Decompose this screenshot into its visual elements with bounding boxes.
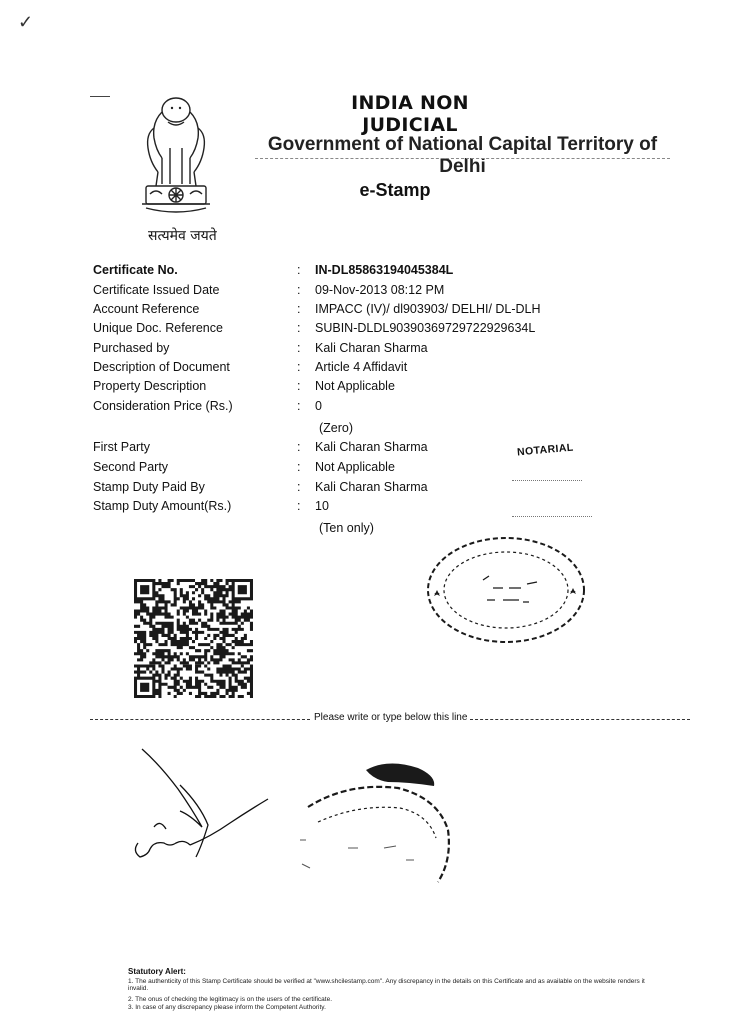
colon: :: [297, 460, 301, 474]
statutory-alert-title: Statutory Alert:: [128, 967, 186, 976]
colon: :: [297, 499, 301, 513]
qr-code: [134, 579, 253, 698]
value-second-party: Not Applicable: [315, 460, 395, 474]
value-property-description: Not Applicable: [315, 379, 395, 393]
write-below-line-text: Please write or type below this line: [314, 712, 468, 723]
value-issued-date: 09-Nov-2013 08:12 PM: [315, 283, 445, 297]
emblem-motto: सत्यमेव जयते: [148, 228, 217, 244]
label-purchased-by: Purchased by: [93, 341, 170, 355]
value-account-reference: IMPACC (IV)/ dl903903/ DELHI/ DL-DLH: [315, 302, 541, 316]
government-name: Government of National Capital Territory of Delhi: [267, 134, 658, 177]
document-type: e-Stamp: [359, 180, 431, 200]
colon: :: [297, 263, 301, 277]
statutory-alert-item: 1. The authenticity of this Stamp Certificate should be verified at "www.shcilestamp.com". Any discrepancy in the details on this Certificate and as available on the website renders it invalid.: [128, 978, 645, 992]
value-consideration-price: 0: [315, 399, 322, 413]
page-title: INDIA NON JUDICIAL: [351, 92, 469, 136]
consideration-in-words: (Zero): [319, 421, 354, 435]
notary-field-line: [512, 480, 582, 481]
divider: [255, 158, 670, 159]
national-emblem-icon: [132, 88, 220, 238]
colon: :: [297, 321, 301, 335]
value-first-party: Kali Charan Sharma: [315, 440, 428, 454]
label-stamp-duty-paid-by: Stamp Duty Paid By: [93, 480, 205, 494]
label-description-of-document: Description of Document: [93, 360, 230, 374]
label-first-party: First Party: [93, 440, 150, 454]
label-unique-doc-reference: Unique Doc. Reference: [93, 321, 223, 335]
colon: :: [297, 440, 301, 454]
amount-in-words: (Ten only): [319, 521, 374, 535]
label-stamp-duty-amount: Stamp Duty Amount(Rs.): [93, 499, 232, 513]
notarial-heading: NOTARIAL: [516, 441, 575, 459]
colon: :: [297, 399, 301, 413]
value-stamp-duty-paid-by: Kali Charan Sharma: [315, 480, 428, 494]
notary-field-line: [512, 516, 592, 517]
pen-mark: [90, 96, 110, 98]
colon: :: [297, 341, 301, 355]
label-consideration-price: Consideration Price (Rs.): [93, 399, 233, 413]
statutory-alert-item: 3. In case of any discrepancy please inform the Competent Authority.: [128, 1004, 326, 1011]
notary-seal-partial-icon: [288, 752, 463, 897]
colon: :: [297, 360, 301, 374]
label-second-party: Second Party: [93, 460, 169, 474]
label-certificate-no: Certificate No.: [93, 263, 178, 277]
value-certificate-no: IN-DL85863194045384L: [315, 263, 454, 277]
label-property-description: Property Description: [93, 379, 207, 393]
colon: :: [297, 302, 301, 316]
value-unique-doc-reference: SUBIN-DLDL90390369729722929634L: [315, 321, 536, 335]
label-issued-date: Certificate Issued Date: [93, 283, 220, 297]
signature: [130, 745, 280, 870]
colon: :: [297, 283, 301, 297]
separator-line: [90, 719, 310, 720]
value-purchased-by: Kali Charan Sharma: [315, 341, 428, 355]
colon: :: [297, 480, 301, 494]
check-mark-icon: ✓: [18, 12, 34, 32]
value-description-of-document: Article 4 Affidavit: [315, 360, 408, 374]
separator-line: [470, 719, 690, 720]
colon: :: [297, 379, 301, 393]
label-account-reference: Account Reference: [93, 302, 200, 316]
statutory-alert-item: 2. The onus of checking the legitimacy is on the users of the certificate.: [128, 996, 333, 1003]
notary-seal-icon: [423, 530, 589, 650]
value-stamp-duty-amount: 10: [315, 499, 329, 513]
